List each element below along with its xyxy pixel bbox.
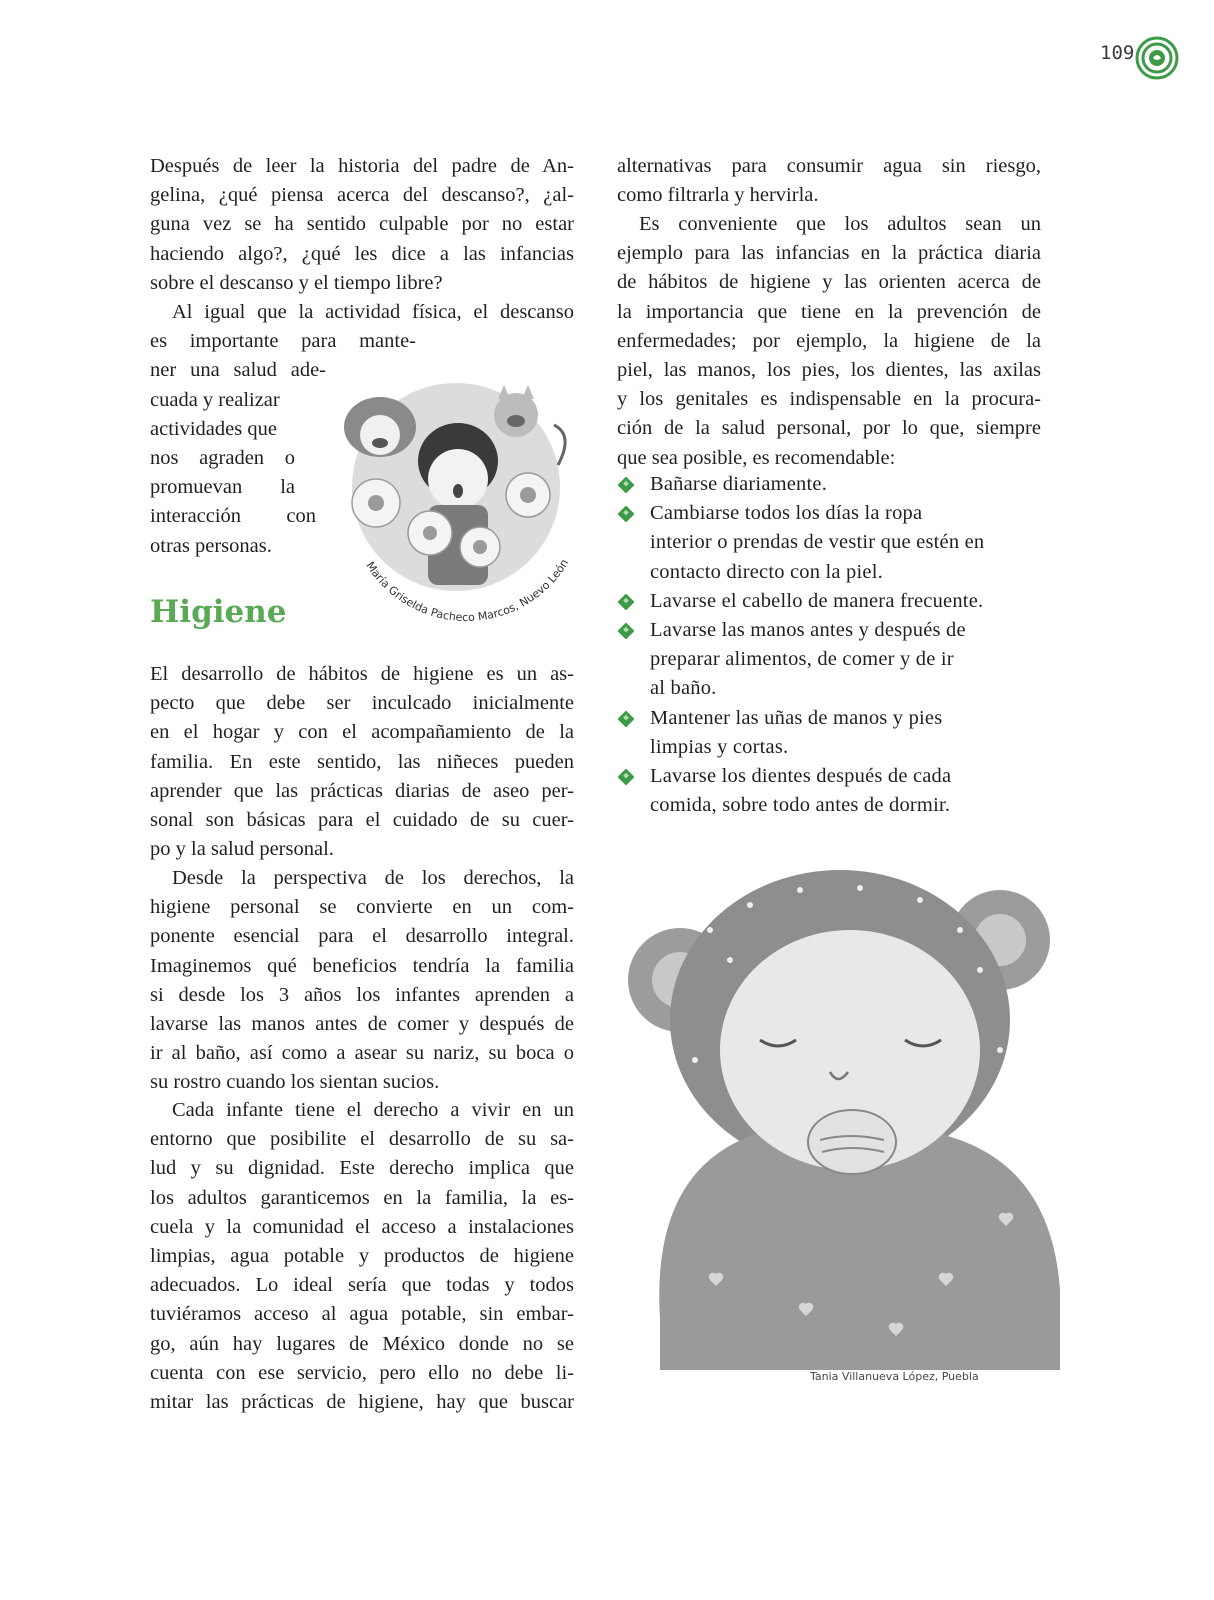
diamond-bullet-icon [618, 623, 635, 640]
diamond-bullet-icon [618, 769, 635, 786]
diamond-bullet-icon [618, 506, 635, 523]
list-item: Lavarse las manos antes y después de preparar alimentos, de comer y de ir al baño. [620, 616, 1060, 704]
illustration-credit-2: Tania Villanueva López, Puebla [810, 1370, 979, 1383]
illustration-credit-1: María Griselda Pacheco Marcos, Nuevo León [363, 556, 572, 625]
paragraph-water-alternatives: alternativas para consumir agua sin riesgo, como filtrarla y hervirla. [617, 155, 1041, 207]
list-item: Lavarse el cabello de manera frecuente. [620, 587, 1060, 616]
list-item: Cambiarse todos los días la ropa interior o prendas de vestir que estén en contacto directo con la piel. [620, 499, 1060, 587]
paragraph-child-rights-environment: Cada infante tiene el derecho a vivir en un entorno que posibilite el desarrollo de su sa- lud y su dignidad. Este derecho implica que los adultos garanticemos en la familia, la es- cuela y la comunidad el acceso a instalaciones limpias, agua potable y productos de higiene adecuados. Lo ideal sería que todas y todos tuviéramos acceso al agua potable, sin embar- go, aún hay lugares de México donde no se cuenta con ese servicio, pero ello no debe li- mitar las prácticas de higiene, hay que buscar [150, 1099, 574, 1414]
green-swirl-emblem-icon [1135, 36, 1179, 80]
paragraph-rights-perspective: Desde la perspectiva de los derechos, la higiene personal se convierte en un com- ponente esencial para el desarrollo integral. Imaginemos qué beneficios tendría la familia si desde los 3 años los infantes aprenden a lavarse las manos antes de comer y después de ir al baño, así como a asear su nariz, su boca o su rostro cuando los sientan sucios. [150, 867, 574, 1094]
diamond-bullet-icon [618, 477, 635, 494]
hygiene-recommendations-list [620, 470, 1060, 820]
page-number: 109 [1100, 42, 1135, 64]
section-heading-higiene: Higiene [150, 594, 287, 630]
paragraph-rest-importance: Al igual que la actividad física, el descanso es importante para mante- ner una salud ade- cuada y realizar actividades que nos agraden o promuevan la interacción con otras personas. [150, 301, 574, 557]
illustration-children-flowers [318, 355, 590, 627]
paragraph-reflection: Después de leer la historia del padre de An- gelina, ¿qué piensa acerca del descanso?, ¿al- guna vez se ha sentido culpable por no estar haciendo algo?, ¿qué les dice a las infancias sobre el descanso y el tiempo libre? [150, 155, 574, 294]
list-item: Mantener las uñas de manos y pies limpias y cortas. [620, 704, 1060, 762]
list-item: Lavarse los dientes después de cada comida, sobre todo antes de dormir. [620, 762, 1060, 820]
diamond-bullet-icon [618, 593, 635, 610]
paragraph-adult-example: Es conveniente que los adultos sean un ejemplo para las infancias en la práctica diaria de hábitos de higiene y las orienten acerca de la importancia que tiene en la prevención de enfermedades; por ejemplo, la higiene de la piel, las manos, los pies, los dientes, las axilas y los genitales es indispensable en la procura- ción de la salud personal, por lo que, siempre que sea posible, es recomendable: [617, 213, 1041, 469]
diamond-bullet-icon [618, 710, 635, 727]
paragraph-hygiene-habits: El desarrollo de hábitos de higiene es un as- pecto que debe ser inculcado inicialmente en el hogar y con el acompañamiento de la familia. En este sentido, las niñeces pueden aprender que las prácticas diarias de aseo per- sonal son básicas para el cuidado de su cuer- po y la salud personal. [150, 663, 574, 861]
illustration-child-bear-hood [620, 860, 1060, 1370]
list-item: Bañarse diariamente. [620, 470, 1060, 499]
